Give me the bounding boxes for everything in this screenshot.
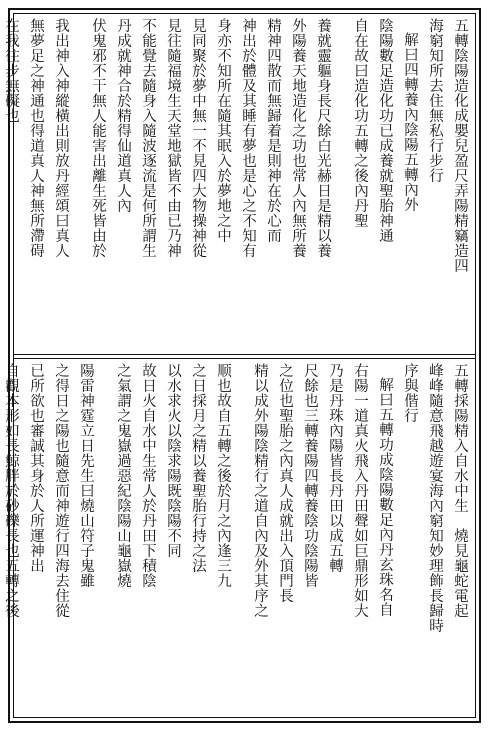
text-column: 無夢足之神通也得道真人神無所滯碍: [28, 18, 44, 258]
text-column: 之得日之陽也隨意而神遊行四海去住從: [53, 363, 69, 618]
text-column: 陽雷神霆立日先生曰燒山符子鬼雖: [78, 363, 94, 588]
text-column: 之氣謂之鬼嶽過惡紀陰陽山龜嶽燒: [115, 363, 131, 588]
text-column: 神出於體及其睡有夢也是心之不知有: [240, 18, 256, 258]
text-column: 峰峰隨意飛越遊宴海內窮知妙理飾長歸時: [427, 363, 443, 633]
text-column: [74, 18, 84, 350]
lower-register: [3, 358, 475, 717]
text-column: [336, 18, 346, 350]
text-column: 陰陽數足造化功已成養就聖胎神通: [377, 18, 393, 243]
text-column: 在我往步無礙也: [3, 18, 19, 123]
text-column: 丹成就神合於精得仙道真人內: [115, 18, 131, 213]
text-column: 自觀本形如長鯨胖於砂礫長也五轉之後: [3, 363, 19, 618]
text-column: 以水求火以陰求陽既陰陽不同: [165, 363, 181, 558]
lower-text-columns: [3, 363, 471, 713]
text-column: 五轉採陽精入自水中生 燒見龜蛇電起: [452, 363, 468, 618]
text-column: 顺也故自五轉之後於月之內逢三九: [215, 363, 231, 588]
text-column: 外陽養天地造化之功也常人內無所養: [290, 18, 306, 258]
text-column: 自在故曰造化功五轉之後內丹聖: [352, 18, 368, 228]
text-column: 見同聚於夢中無一不見四大物操神從: [190, 18, 206, 258]
text-column: 解曰五轉功成陰陽數足內丹玄珠名自: [377, 377, 393, 617]
text-column: 海窮知所去住無私行步行: [427, 18, 443, 183]
text-column: 養就靈軀身長尺餘白光赫日是精以養: [315, 18, 331, 258]
text-column: 不能覺去隨身入隨波逐流是何所謂生: [140, 18, 156, 258]
page-inner-frame: [3, 13, 476, 718]
text-column: 身亦不知所在隨其眠入於夢地之中: [215, 18, 231, 243]
text-column: 精神四散而無歸着是則神在於心而: [265, 18, 281, 243]
text-column: [99, 363, 109, 713]
text-column: 序與偕行: [402, 363, 418, 423]
text-column: 右陽一道真火飛入丹田聲如巨鼎形如大: [352, 363, 368, 618]
text-column: 之位也聖胎之內真人成就出入頂門長: [277, 363, 293, 603]
text-column: 見往隨福境生天堂地獄皆不由已乃神: [165, 18, 181, 258]
text-column: 之日採月之精以養聖胎行持之法: [190, 363, 206, 573]
text-column: 尺餘也三轉養陽四轉養陰功陰陽皆: [302, 363, 318, 588]
text-column: 伏鬼邪不干無人能害出離生死皆由於: [90, 18, 106, 258]
text-column: 五轉陰陽造化成嬰兒盈尺弄陽精竊造四: [452, 18, 468, 273]
upper-text-columns: [3, 18, 471, 350]
text-column: 我出神入神縱橫出則放丹經頌曰真人: [53, 18, 69, 258]
text-column: 解曰四轉養內陰陽五轉內外: [402, 32, 418, 212]
upper-register: [3, 14, 475, 355]
text-column: 精以成外陽陰精行之道自內及外其序之: [252, 363, 268, 618]
scripture-page: [3, 8, 481, 723]
text-column: 故日火自水中生常人於丹田下積陰: [140, 363, 156, 588]
text-column: 乃是丹珠內陽皆長丹田以成五轉: [327, 363, 343, 573]
text-column: 已所欲也審誠其身於人所運神出: [28, 363, 44, 573]
text-column: [236, 363, 246, 713]
